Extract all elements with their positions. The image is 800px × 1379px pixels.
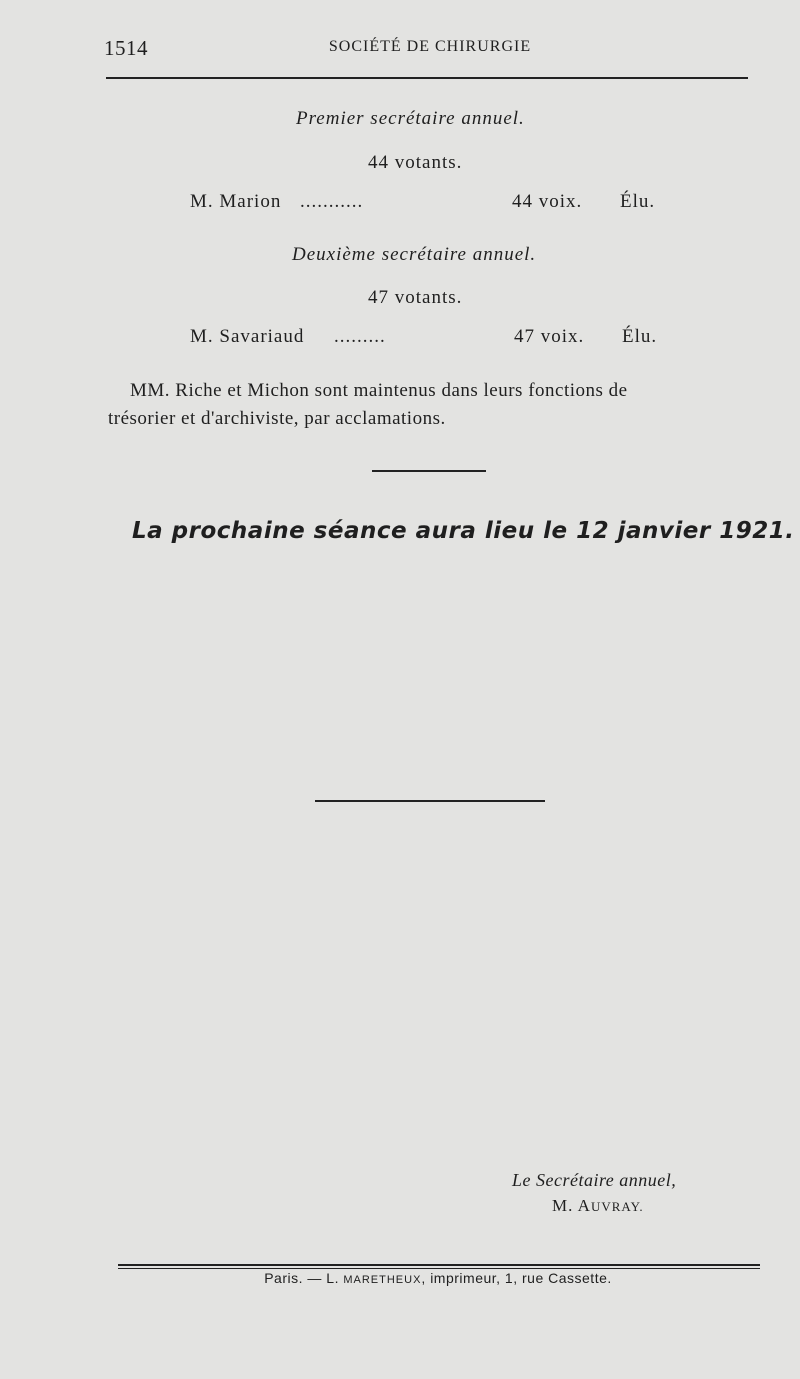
section-title-first-secretary: Premier secrétaire annuel. <box>296 108 525 129</box>
election-result: Élu. <box>620 191 656 212</box>
candidate-name: M. Marion <box>190 191 282 212</box>
section-title-second-secretary: Deuxième secrétaire annuel. <box>292 244 537 265</box>
dot-leader: ........... <box>300 191 364 212</box>
vote-count: 47 voix. <box>514 326 585 347</box>
paragraph-line: trésorier et d'archiviste, par acclamations. <box>108 408 446 429</box>
signature-name-prefix: M. A <box>552 1196 591 1215</box>
page-number: 1514 <box>104 36 148 60</box>
end-rule <box>315 800 545 802</box>
votants-count: 44 votants. <box>368 152 463 173</box>
printer-prefix: Paris. — L. <box>264 1270 344 1286</box>
signature-name <box>552 1196 644 1216</box>
header-rule <box>106 77 748 79</box>
next-session-announcement: La prochaine séance aura lieu le 12 janvier 1921. <box>132 518 795 544</box>
running-head: SOCIÉTÉ DE CHIRURGIE <box>328 38 532 55</box>
section-divider <box>372 470 486 472</box>
signature-name-rest: UVRAY. <box>590 1199 644 1214</box>
dot-leader: ......... <box>334 326 386 347</box>
votants-count: 47 votants. <box>368 287 463 308</box>
printer-suffix: , imprimeur, 1, rue Cassette. <box>421 1270 612 1286</box>
printer-imprint <box>0 1270 800 1286</box>
paragraph-line: MM. Riche et Michon sont maintenus dans leurs fonctions de <box>130 380 628 401</box>
candidate-name: M. Savariaud <box>190 326 305 347</box>
footer-rule <box>118 1268 760 1269</box>
signature-title: Le Secrétaire annuel, <box>512 1170 677 1190</box>
printer-name: MARETHEUX <box>343 1274 422 1286</box>
footer-rule <box>118 1264 760 1266</box>
vote-count: 44 voix. <box>512 191 583 212</box>
election-result: Élu. <box>622 326 658 347</box>
